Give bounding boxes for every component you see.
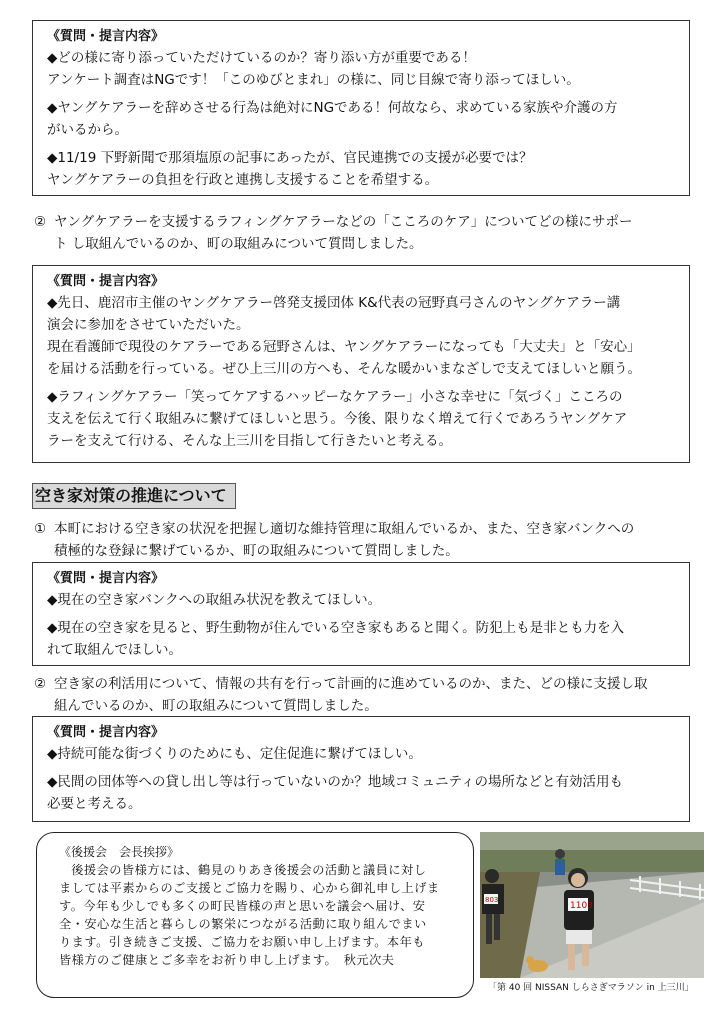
question-line: 組んでいるのか、町の取組みについて質問しました。 [54,698,378,714]
box-line: アンケート調査はNGです！「このゆびとまれ」の様に、同じ目線で寄り添ってほしい。 [47,72,580,88]
box-title: 《質問・提言内容》 [47,29,165,44]
question-line: 空き家の利活用について、情報の共有を行って計画的に進めているのか、また、どの様に支援し取 [54,676,648,692]
box-title: 《質問・提言内容》 [47,274,165,289]
box-line: ◆ラフィングケアラー「笑ってケアするハッピーなケアラー」小さな幸せに「気づく」こころの [47,389,623,405]
question-line: 積極的な登録に繋げているか、町の取組みについて質問しました。 [54,543,459,559]
box-line: ◆11/19 下野新聞で那須塩原の記事にあったが、官民連携での支援が必要では？ [47,150,533,166]
greeting-line: 後援会の皆様方には、鶴見のりあき後援会の活動と議員に対し [71,863,427,877]
box-line: 現在看護師で現役のケアラーである冠野さんは、ヤングケアラーになっても「大丈夫」と「安心」 [47,339,641,355]
box-line: を届ける活動を行っている。ぜひ上三川の方へも、そんな暖かいまなざしで支えてほしいと願う。 [47,361,641,377]
supporters-greeting [36,832,474,998]
marathon-photo-illustration [480,832,704,978]
box-line: 必要と考える。 [47,796,142,812]
question-number: ② [34,676,47,692]
box-title: 《質問・提言内容》 [47,725,165,740]
greeting-line: 皆様方のご健康とご多幸をお祈り申し上げます。 秋元次夫 [59,953,395,967]
box-line: 演会に参加をさせていただいた。 [47,317,250,333]
photo-caption: 「第 40 回 NISSAN しらさぎマラソン in 上三川」 [488,983,694,993]
box-line: 支えを伝えて行く取組みに繋げてほしいと思う。今後、限りなく増えて行くであろうヤングケア [47,411,628,427]
question-number: ② [34,214,47,230]
greeting-title: 《後援会 会長挨拶》 [59,845,180,859]
box-title: 《質問・提言内容》 [47,571,165,586]
side-bib-number: 803 [485,896,499,904]
box-line: ◆先日、鹿沼市主催のヤングケアラー啓発支援団体 K&代表の冠野真弓さんのヤングケアラー講 [47,295,621,311]
greeting-line: す。今年も少しでも多くの町民皆様の声と思いを議会へ届け、安 [59,899,426,913]
question-number: ① [34,521,47,537]
question-1-vacant-house [34,518,694,562]
question-box-3 [32,562,690,666]
section-heading: 空き家対策の推進について [32,483,236,509]
greeting-line: ります。引き続きご支援、ご協力をお願い申し上げます。本年も [59,935,425,949]
box-line: がいるから。 [47,122,128,138]
box-line: ラーを支えて行ける、そんな上三川を目指して行きたいと考える。 [47,433,452,449]
box-line: ◆どの様に寄り添っていただけているのか？寄り添い方が重要である！ [47,50,476,66]
question-2-vacant-house-use [34,673,694,717]
box-line: ◆現在の空き家バンクへの取組み状況を教えてほしい。 [47,592,382,608]
box-line: ◆ヤングケアラーを辞めさせる行為は絶対にNGである！何故なら、求めている家族や介護の方 [47,100,618,116]
box-line: れて取組んでほしい。 [47,642,182,658]
question-box-1 [32,20,690,196]
question-box-4 [32,716,690,822]
question-box-2 [32,265,690,463]
marathon-photo [480,832,704,978]
greeting-line: 全・安心な生活と暮らしの繁栄につながる活動に取り組んでまい [59,917,427,931]
box-line: ◆民間の団体等への貸し出し等は行っていないのか？地域コミュニティの場所などと有効活用も [47,774,624,790]
question-line: 本町における空き家の状況を把握し適切な維持管理に取組んでいるか、また、空き家バンクへの [54,521,635,537]
question-2-young-carer [34,211,694,255]
question-line: ヤングケアラーを支援するラフィングケアラーなどの「こころのケア」についてどの様にサポー [54,214,633,230]
main-bib-number: 1103 [570,901,593,911]
box-line: ◆持続可能な街づくりのためにも、定住促進に繋げてほしい。 [47,746,422,762]
question-line: ト し取組んでいるのか、町の取組みについて質問しました。 [54,236,423,252]
box-line: ヤングケアラーの負担を行政と連携し支援することを希望する。 [47,172,439,188]
greeting-line: ましては平素からのご支援とご協力を賜り、心から御礼申し上げま [59,881,440,895]
box-line: ◆現在の空き家を見ると、野生動物が住んでいる空き家もあると聞く。防犯上も是非とも力を入 [47,620,625,636]
